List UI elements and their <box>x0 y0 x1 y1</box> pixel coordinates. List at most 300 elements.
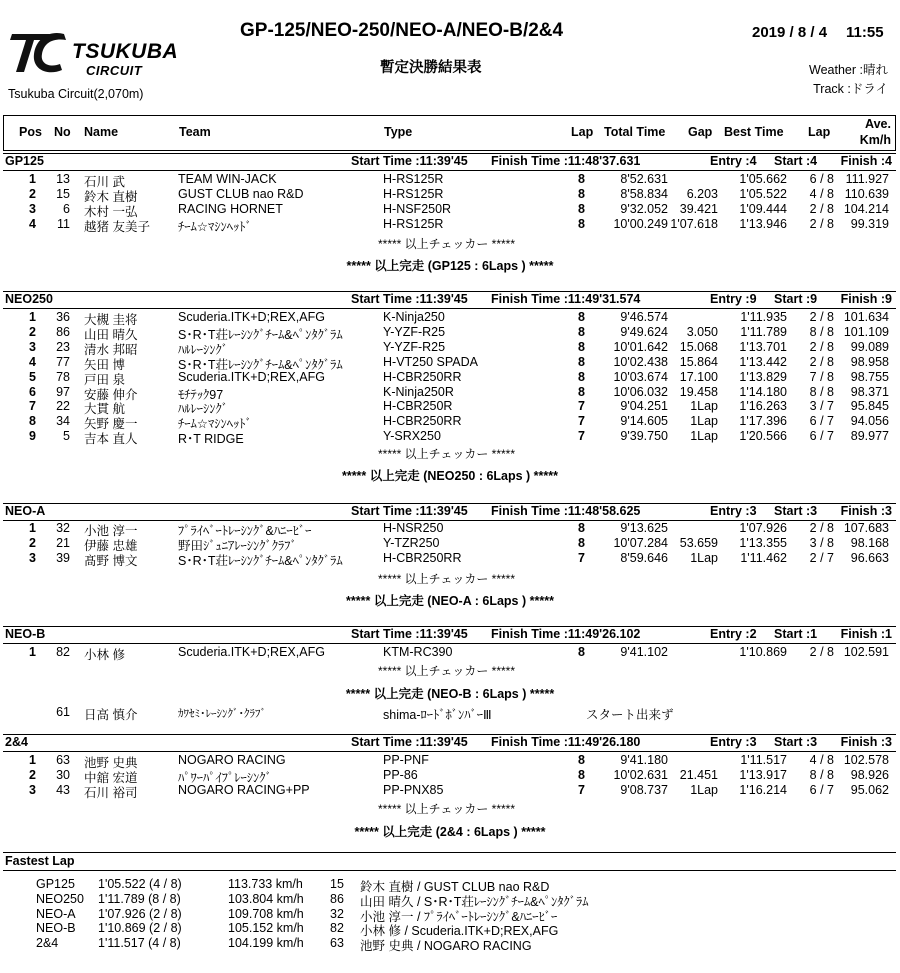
col-total-time: Total Time <box>604 125 666 139</box>
section-entry-count: Entry :9 <box>710 292 757 306</box>
cell-team: ﾊﾟﾜｰﾊﾟｲﾌﾟﾚｰｼﾝｸﾞ <box>178 770 272 785</box>
circuit-name: Tsukuba Circuit(2,070m) <box>8 87 144 101</box>
cell-type: KTM-RC390 <box>383 645 453 659</box>
cell-type: Y-YZF-R25 <box>383 324 446 339</box>
cell-name: 大貫 航 <box>84 402 125 417</box>
cell-best: 1'14.180 <box>739 384 787 399</box>
col-name: Name <box>84 125 119 139</box>
cell-team: RACING HORNET <box>178 201 283 216</box>
section-entry-count: Entry :3 <box>710 735 757 749</box>
fastest-lap-row <box>0 891 900 909</box>
section-name: 2&4 <box>5 735 28 749</box>
cell-no: 6 <box>63 201 70 216</box>
cell-best: 1'09.444 <box>739 201 787 216</box>
cell-no: 82 <box>56 645 70 659</box>
section-finish-count: Finish :9 <box>840 292 892 306</box>
cell-ave: 107.683 <box>843 521 889 535</box>
cell-name: 清水 邦昭 <box>84 342 138 357</box>
fastest-lap-header <box>3 852 896 871</box>
checker-note: ***** 以上チェッカー ***** <box>378 664 516 678</box>
cell-team: S･R･T荘ﾚｰｼﾝｸﾞﾁｰﾑ&ﾍﾟﾝﾀｸﾞﾗﾑ <box>178 327 343 342</box>
cell-pos: 3 <box>29 201 36 216</box>
fastest-rider: 鈴木 直樹 / GUST CLUB nao R&D <box>360 880 550 894</box>
cell-blap: 2 / 8 <box>809 354 834 369</box>
cell-ave: 98.958 <box>850 354 889 369</box>
section-header <box>3 626 896 644</box>
result-row <box>0 535 900 553</box>
result-row <box>0 201 900 219</box>
cell-pos: 4 <box>29 354 36 369</box>
cell-lap: 8 <box>578 172 585 186</box>
cell-gap: 39.421 <box>679 201 718 216</box>
cell-total: 8'59.646 <box>620 550 668 565</box>
tc-logo-mark <box>10 28 66 76</box>
cell-team: ﾁｰﾑ☆ﾏｼﾝﾍｯﾄﾞ <box>178 219 252 234</box>
page-title: GP-125/NEO-250/NEO-A/NEO-B/2&4 <box>240 20 564 41</box>
column-header <box>3 115 896 151</box>
fastest-class: NEO-A <box>36 906 76 921</box>
result-row <box>0 521 900 538</box>
cell-team: S･R･T荘ﾚｰｼﾝｸﾞﾁｰﾑ&ﾍﾟﾝﾀｸﾞﾗﾑ <box>178 357 343 372</box>
cell-no: 86 <box>56 324 70 339</box>
cell-name: 戸田 泉 <box>84 372 125 387</box>
cell-ave: 99.089 <box>850 339 889 354</box>
cell-gap: 1Lap <box>690 399 718 414</box>
section-finish-count: Finish :1 <box>840 627 892 641</box>
cell-gap: 15.068 <box>679 339 718 354</box>
result-row <box>0 753 900 770</box>
cell-gap: 1Lap <box>690 782 718 797</box>
cell-type: H-CBR250RR <box>383 550 462 565</box>
cell-name: 石川 武 <box>84 175 125 189</box>
cell-pos: 8 <box>29 414 36 429</box>
cell-lap: 8 <box>578 324 585 339</box>
cell-total: 9'13.625 <box>620 521 668 535</box>
col-lap: Lap <box>571 125 594 139</box>
cell-total: 9'39.750 <box>620 429 668 444</box>
cell-team: Scuderia.ITK+D;REX,AFG <box>178 310 325 324</box>
cell-best: 1'13.442 <box>739 354 787 369</box>
completion-note: ***** 以上完走 (NEO-B : 6Laps ) ***** <box>345 687 555 701</box>
cell-gap: 1Lap <box>690 429 718 444</box>
cell-type: K-Ninja250R <box>383 384 454 399</box>
section-start-count: Start :3 <box>774 504 818 518</box>
fastest-speed: 109.708 km/h <box>228 906 304 921</box>
col-no: No <box>54 125 71 139</box>
cell-total: 9'08.737 <box>620 782 668 797</box>
checker-note: ***** 以上チェッカー ***** <box>378 237 516 251</box>
cell-pos: 2 <box>29 767 36 782</box>
result-row <box>0 550 900 568</box>
cell-blap: 7 / 8 <box>809 369 834 384</box>
cell-type: H-RS125R <box>383 216 444 231</box>
cell-best: 1'13.946 <box>739 216 787 231</box>
cell-no: 13 <box>56 172 70 186</box>
col-pos: Pos <box>19 125 42 139</box>
cell-lap: 8 <box>578 767 585 782</box>
cell-name: 吉本 直人 <box>84 432 138 447</box>
cell-name: 池野 史典 <box>84 756 138 770</box>
fastest-time: 1'07.926 (2 / 8) <box>98 906 182 921</box>
cell-gap: 17.100 <box>679 369 718 384</box>
cell-gap: 21.451 <box>679 767 718 782</box>
cell-blap: 6 / 7 <box>809 429 834 444</box>
completion-note: ***** 以上完走 (NEO250 : 6Laps ) ***** <box>341 469 559 483</box>
section-name: NEO-A <box>5 504 46 518</box>
cell-total: 9'46.574 <box>620 310 668 324</box>
section-start-count: Start :9 <box>774 292 818 306</box>
cell-blap: 6 / 7 <box>809 414 834 429</box>
completion-note: ***** 以上完走 (NEO-A : 6Laps ) ***** <box>346 594 554 608</box>
col-ave-unit: Km/h <box>859 133 891 147</box>
cell-no: 15 <box>56 186 70 201</box>
result-row <box>0 354 900 372</box>
cell-name: 小池 淳一 <box>84 524 138 538</box>
cell-team: NOGARO RACING+PP <box>178 782 310 797</box>
weather: Weather :晴れ <box>809 63 888 77</box>
cell-no: 11 <box>57 216 70 231</box>
cell-name: 木村 一弘 <box>84 204 138 219</box>
result-row <box>0 782 900 800</box>
cell-no: 5 <box>63 429 70 444</box>
result-row <box>0 310 900 327</box>
cell-lap: 7 <box>578 399 585 414</box>
cell-ave: 98.168 <box>850 535 889 550</box>
fastest-lap-row <box>0 877 900 894</box>
fastest-lap-row <box>0 921 900 939</box>
result-row <box>0 384 900 402</box>
section-entry-count: Entry :3 <box>710 504 757 518</box>
cell-best: 1'07.926 <box>739 521 787 535</box>
cell-best: 1'11.789 <box>740 324 787 339</box>
cell-blap: 2 / 8 <box>809 339 834 354</box>
section-header <box>3 153 896 171</box>
cell-ave: 99.319 <box>850 216 889 231</box>
cell-name: 小林 修 <box>84 648 125 662</box>
cell-lap: 7 <box>578 782 585 797</box>
dns-row <box>0 705 900 722</box>
cell-blap: 8 / 8 <box>809 384 834 399</box>
cell-best: 1'16.263 <box>739 399 787 414</box>
cell-blap: 2 / 8 <box>809 310 834 324</box>
cell-blap: 3 / 7 <box>809 399 834 414</box>
cell-gap: 19.458 <box>679 384 718 399</box>
result-row <box>0 324 900 342</box>
cell-team: ﾊﾙﾚｰｼﾝｸﾞ <box>178 402 229 417</box>
cell-no: 78 <box>56 369 70 384</box>
cell-team: ﾓﾁﾃｯｸ97 <box>178 387 224 402</box>
cell-no: 32 <box>56 521 70 535</box>
cell-pos: 2 <box>29 186 36 201</box>
result-row <box>0 414 900 432</box>
checker-note: ***** 以上チェッカー ***** <box>378 447 516 461</box>
cell-best: 1'16.214 <box>739 782 787 797</box>
cell-lap: 7 <box>578 429 585 444</box>
section-finish-time: Finish Time :11:49'31.574 <box>491 292 641 306</box>
cell-gap: 15.864 <box>679 354 718 369</box>
cell-blap: 4 / 8 <box>809 186 834 201</box>
fastest-speed: 103.804 km/h <box>228 891 304 906</box>
cell-ave: 102.578 <box>843 753 889 767</box>
cell-team: GUST CLUB nao R&D <box>178 186 304 201</box>
cell-blap: 4 / 8 <box>809 753 834 767</box>
cell-lap: 8 <box>578 339 585 354</box>
cell-total: 10'02.438 <box>613 354 668 369</box>
cell-type: Y-TZR250 <box>383 535 440 550</box>
cell-total: 10'06.032 <box>613 384 668 399</box>
fastest-speed: 104.199 km/h <box>228 936 304 951</box>
section-start-count: Start :3 <box>774 735 818 749</box>
cell-team: ﾁｰﾑ☆ﾏｼﾝﾍｯﾄﾞ <box>178 417 252 432</box>
cell-blap: 8 / 8 <box>809 767 834 782</box>
section-start-count: Start :4 <box>774 154 818 168</box>
cell-pos: 5 <box>29 369 36 384</box>
cell-pos: 3 <box>29 550 36 565</box>
fastest-rider: 池野 史典 / NOGARO RACING <box>360 939 532 954</box>
cell-type: H-CBR250RR <box>383 369 462 384</box>
cell-type: Y-YZF-R25 <box>383 339 446 354</box>
cell-best: 1'05.662 <box>739 172 787 186</box>
cell-ave: 89.977 <box>850 429 889 444</box>
cell-best: 1'20.566 <box>739 429 787 444</box>
cell-total: 10'07.284 <box>613 535 668 550</box>
section-name: GP125 <box>5 154 44 168</box>
cell-ave: 111.927 <box>845 172 889 186</box>
cell-blap: 6 / 8 <box>809 172 834 186</box>
cell-no: 22 <box>56 399 70 414</box>
fastest-class: NEO-B <box>36 921 76 936</box>
section-start-time: Start Time :11:39'45 <box>351 627 468 641</box>
section-finish-count: Finish :4 <box>840 154 892 168</box>
cell-best: 1'13.701 <box>739 339 787 354</box>
cell-best: 1'11.517 <box>740 753 787 767</box>
dns-name: 日高 慎介 <box>84 708 138 722</box>
fastest-rider: 小池 淳一 / ﾌﾟﾗｲﾍﾞｰﾄﾚｰｼﾝｸﾞ&ﾊﾆｰﾋﾞｰ <box>360 909 558 924</box>
section-start-count: Start :1 <box>774 627 818 641</box>
cell-lap: 8 <box>578 645 585 659</box>
cell-name: 石川 裕司 <box>84 785 138 800</box>
section-finish-time: Finish Time :11:48'58.625 <box>491 504 641 518</box>
cell-name: 髙野 博文 <box>84 553 138 568</box>
cell-blap: 2 / 8 <box>809 521 834 535</box>
cell-name: 大槻 圭将 <box>84 313 138 327</box>
completion-note: ***** 以上完走 (GP125 : 6Laps ) ***** <box>346 259 554 273</box>
cell-pos: 1 <box>29 753 36 767</box>
cell-name: 鈴木 直樹 <box>84 189 138 204</box>
cell-lap: 8 <box>578 186 585 201</box>
cell-lap: 8 <box>578 310 585 324</box>
result-row <box>0 172 900 189</box>
cell-lap: 8 <box>578 384 585 399</box>
fastest-rider: 山田 晴久 / S･R･T荘ﾚｰｼﾝｸﾞﾁｰﾑ&ﾍﾟﾝﾀｸﾞﾗﾑ <box>360 894 589 909</box>
cell-type: PP-PNX85 <box>383 782 444 797</box>
result-row <box>0 186 900 204</box>
cell-type: H-NSR250 <box>383 521 444 535</box>
cell-blap: 2 / 8 <box>809 216 834 231</box>
cell-name: 矢野 慶一 <box>84 417 138 432</box>
cell-pos: 3 <box>29 339 36 354</box>
cell-best: 1'10.869 <box>739 645 787 659</box>
cell-total: 9'41.102 <box>620 645 668 659</box>
fastest-class: GP125 <box>36 877 75 891</box>
cell-lap: 8 <box>578 354 585 369</box>
report-time: 11:55 <box>846 24 884 41</box>
cell-total: 9'41.180 <box>620 753 668 767</box>
track-condition: Track :ドライ <box>813 82 888 96</box>
logo-word-circuit: CIRCUIT <box>86 63 143 78</box>
cell-type: H-RS125R <box>383 172 444 186</box>
cell-team: 野田ｼﾞｭﾆｱﾚｰｼﾝｸﾞｸﾗﾌﾞ <box>178 538 297 553</box>
fastest-rider: 小林 修 / Scuderia.ITK+D;REX,AFG <box>360 924 559 939</box>
section-finish-time: Finish Time :11:49'26.180 <box>491 735 641 749</box>
cell-ave: 101.109 <box>843 324 889 339</box>
cell-ave: 95.845 <box>850 399 889 414</box>
cell-type: H-NSF250R <box>383 201 452 216</box>
cell-type: H-VT250 SPADA <box>383 354 478 369</box>
cell-total: 10'02.631 <box>613 767 668 782</box>
cell-name: 矢田 博 <box>84 357 125 372</box>
cell-best: 1'05.522 <box>739 186 787 201</box>
cell-pos: 6 <box>29 384 36 399</box>
col-team: Team <box>179 125 211 139</box>
cell-best: 1'11.935 <box>740 310 787 324</box>
section-start-time: Start Time :11:39'45 <box>351 735 468 749</box>
cell-lap: 8 <box>578 216 585 231</box>
section-start-time: Start Time :11:39'45 <box>351 154 468 168</box>
cell-best: 1'11.462 <box>740 550 787 565</box>
cell-ave: 94.056 <box>850 414 889 429</box>
page-subtitle: 暫定決勝結果表 <box>380 60 482 76</box>
result-row <box>0 429 900 447</box>
fastest-no: 63 <box>330 936 344 951</box>
result-row <box>0 339 900 357</box>
dns-type: shima-ﾛｰﾄﾞﾎﾞﾝﾊﾞｰⅢ <box>383 708 492 722</box>
cell-ave: 95.062 <box>850 782 889 797</box>
result-row <box>0 645 900 662</box>
cell-total: 10'00.249 <box>613 216 668 231</box>
fastest-no: 82 <box>330 921 344 936</box>
cell-pos: 2 <box>29 535 36 550</box>
cell-gap: 1'07.618 <box>670 216 718 231</box>
cell-best: 1'13.829 <box>739 369 787 384</box>
section-name: NEO250 <box>5 292 53 306</box>
cell-gap: 3.050 <box>686 324 718 339</box>
section-header <box>3 291 896 309</box>
cell-lap: 7 <box>578 550 585 565</box>
cell-blap: 6 / 7 <box>809 782 834 797</box>
cell-gap: 1Lap <box>690 414 718 429</box>
result-row <box>0 399 900 417</box>
cell-ave: 104.214 <box>843 201 889 216</box>
section-entry-count: Entry :2 <box>710 627 757 641</box>
cell-blap: 8 / 8 <box>809 324 834 339</box>
cell-best: 1'13.917 <box>739 767 787 782</box>
cell-name: 越猪 友美子 <box>84 219 150 234</box>
fastest-no: 32 <box>330 906 344 921</box>
cell-lap: 8 <box>578 369 585 384</box>
result-row <box>0 767 900 785</box>
cell-pos: 9 <box>29 429 36 444</box>
checker-note: ***** 以上チェッカー ***** <box>378 572 516 586</box>
cell-team: TEAM WIN-JACK <box>178 172 277 186</box>
cell-name: 安藤 伸介 <box>84 387 138 402</box>
cell-no: 39 <box>56 550 70 565</box>
cell-total: 9'14.605 <box>620 414 668 429</box>
cell-blap: 3 / 8 <box>809 535 834 550</box>
col-type: Type <box>384 125 413 139</box>
fastest-time: 1'05.522 (4 / 8) <box>98 877 182 891</box>
cell-lap: 8 <box>578 753 585 767</box>
section-finish-count: Finish :3 <box>840 735 892 749</box>
cell-gap: 53.659 <box>679 535 718 550</box>
cell-blap: 2 / 8 <box>809 645 834 659</box>
cell-ave: 98.371 <box>850 384 889 399</box>
col-best-time: Best Time <box>724 125 784 139</box>
cell-name: 山田 晴久 <box>84 327 138 342</box>
cell-ave: 102.591 <box>843 645 889 659</box>
fastest-speed: 105.152 km/h <box>228 921 304 936</box>
fastest-lap-title: Fastest Lap <box>5 854 75 868</box>
logo-word-tsukuba: TSUKUBA <box>72 40 179 63</box>
cell-team: ﾊﾙﾚｰｼﾝｸﾞ <box>178 342 229 357</box>
cell-gap: 1Lap <box>690 550 718 565</box>
cell-pos: 3 <box>29 782 36 797</box>
cell-pos: 1 <box>29 521 36 535</box>
section-finish-count: Finish :3 <box>840 504 892 518</box>
cell-total: 10'03.674 <box>613 369 668 384</box>
cell-no: 21 <box>56 535 70 550</box>
col-ave: Ave. <box>865 117 891 131</box>
completion-note: ***** 以上完走 (2&4 : 6Laps ) ***** <box>354 825 546 839</box>
cell-no: 97 <box>56 384 70 399</box>
cell-team: S･R･T荘ﾚｰｼﾝｸﾞﾁｰﾑ&ﾍﾟﾝﾀｸﾞﾗﾑ <box>178 553 343 568</box>
cell-ave: 110.639 <box>844 186 889 201</box>
cell-type: K-Ninja250 <box>383 310 445 324</box>
fastest-speed: 113.733 km/h <box>228 877 303 891</box>
cell-type: H-CBR250RR <box>383 414 462 429</box>
cell-no: 34 <box>56 414 70 429</box>
cell-best: 1'13.355 <box>739 535 787 550</box>
dns-team: ｶﾜｾﾐ･ﾚｰｼﾝｸﾞ･ｸﾗﾌﾞ <box>178 708 266 720</box>
cell-pos: 4 <box>29 216 36 231</box>
fastest-time: 1'11.789 (8 / 8) <box>98 891 181 906</box>
col-gap: Gap <box>688 125 713 139</box>
cell-type: H-CBR250R <box>383 399 453 414</box>
cell-total: 9'04.251 <box>620 399 668 414</box>
fastest-no: 86 <box>330 891 344 906</box>
fastest-class: 2&4 <box>36 936 59 951</box>
fastest-time: 1'10.869 (2 / 8) <box>98 921 182 936</box>
cell-type: PP-PNF <box>383 753 429 767</box>
cell-pos: 1 <box>29 310 36 324</box>
fastest-lap-row <box>0 936 900 954</box>
section-name: NEO-B <box>5 627 46 641</box>
cell-team: Scuderia.ITK+D;REX,AFG <box>178 645 325 659</box>
section-header <box>3 734 896 752</box>
dns-status: スタート出来ず <box>586 708 674 722</box>
section-entry-count: Entry :4 <box>710 154 757 168</box>
cell-team: Scuderia.ITK+D;REX,AFG <box>178 369 325 384</box>
cell-type: Y-SRX250 <box>383 429 441 444</box>
section-finish-time: Finish Time :11:48'37.631 <box>491 154 641 168</box>
cell-no: 43 <box>56 782 70 797</box>
cell-lap: 8 <box>578 201 585 216</box>
cell-gap: 6.203 <box>686 186 718 201</box>
section-header <box>3 503 896 521</box>
cell-total: 9'32.052 <box>620 201 668 216</box>
checker-note: ***** 以上チェッカー ***** <box>378 802 516 816</box>
fastest-time: 1'11.517 (4 / 8) <box>98 936 181 951</box>
